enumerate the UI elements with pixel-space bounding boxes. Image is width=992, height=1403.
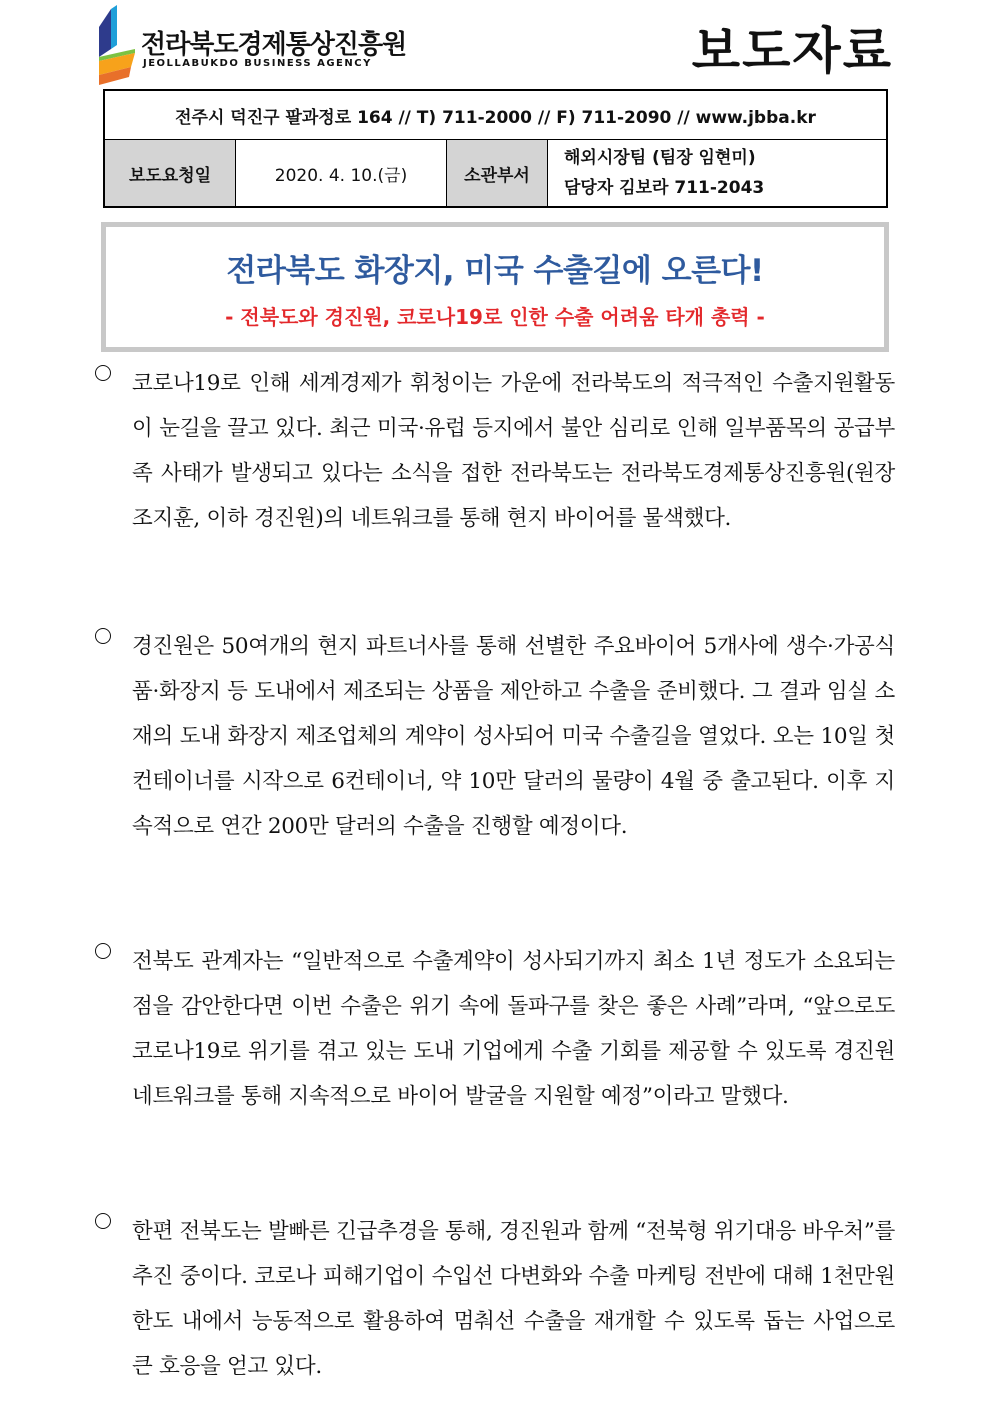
headline: 전라북도 화장지, 미국 수출길에 오른다! (226, 253, 764, 289)
paragraph-text: 전북도 관계자는 “일반적으로 수출계약이 성사되기까지 최소 1년 정도가 소요되는 점을 감안한다면 이번 수출은 위기 속에 돌파구를 찾은 좋은 사례”라며, “앞으로도 코로나19로 위기를 겪고 있는 도내 기업에게 수출 기회를 제공할 수 있도록 경진원 네트워크를 통해 지속적으로 바이어 발굴을 지원할 예정”이라고 말했다. (132, 949, 895, 1109)
circle-bullet-icon (95, 628, 111, 644)
paragraph-2 (95, 624, 895, 849)
agency-logo-icon (95, 5, 147, 85)
contact-info-table (103, 89, 888, 208)
org-name-korean: 전라북도경제통상진흥원 (141, 30, 407, 60)
paragraph-text: 코로나19로 인해 세계경제가 휘청이는 가운에 전라북도의 적극적인 수출지원활동이 눈길을 끌고 있다. 최근 미국·유럽 등지에서 불안 심리로 인해 일부품목의 공급부족 사태가 발생되고 있다는 소식을 접한 전라북도는 전라북도경제통상진흥원(원장 조지훈, 이하 경진원)의 네트워크를 통해 현지 바이어를 물색했다. (132, 371, 895, 531)
department-contact: 담당자 김보라 711-2043 (564, 178, 765, 198)
document-type-title: 보도자료 (691, 22, 893, 80)
subheadline: - 전북도와 경진원, 코로나19로 인한 수출 어려움 타개 총력 - (225, 305, 765, 329)
header (95, 5, 895, 85)
headline-box (101, 222, 889, 352)
paragraph-1 (95, 361, 895, 541)
address-line: 전주시 덕진구 팔과정로 164 // T) 711-2000 // F) 711-2090 // www.jbba.kr (104, 90, 887, 140)
org-name-english: JEOLLABUKDO BUSINESS AGENCY (143, 58, 372, 69)
request-date: 2020. 4. 10.(금) (236, 140, 447, 208)
circle-bullet-icon (95, 943, 111, 959)
paragraph-3 (95, 939, 895, 1119)
circle-bullet-icon (95, 1213, 111, 1229)
department-info (548, 140, 888, 208)
department-team: 해외시장팀 (팀장 임현미) (564, 148, 756, 168)
paragraph-text: 한편 전북도는 발빠른 긴급추경을 통해, 경진원과 함께 “전북형 위기대응 바우처”를 추진 중이다. 코로나 피해기업이 수입선 다변화와 수출 마케팅 전반에 대해 1천만원 한도 내에서 능동적으로 활용하여 멈춰선 수출을 재개할 수 있도록 돕는 사업으로 큰 호응을 얻고 있다. (132, 1219, 895, 1379)
circle-bullet-icon (95, 365, 111, 381)
department-label: 소관부서 (447, 140, 548, 208)
paragraph-4 (95, 1209, 895, 1389)
paragraph-text: 경진원은 50여개의 현지 파트너사를 통해 선별한 주요바이어 5개사에 생수·가공식품·화장지 등 도내에서 제조되는 상품을 제안하고 수출을 준비했다. 그 결과 임실 소재의 도내 화장지 제조업체의 계약이 성사되어 미국 수출길을 열었다. 오는 10일 첫 컨테이너를 시작으로 6컨테이너, 약 10만 달러의 물량이 4월 중 출고된다. 이후 지속적으로 연간 200만 달러의 수출을 진행할 예정이다. (132, 634, 895, 839)
request-date-label: 보도요청일 (104, 140, 236, 208)
